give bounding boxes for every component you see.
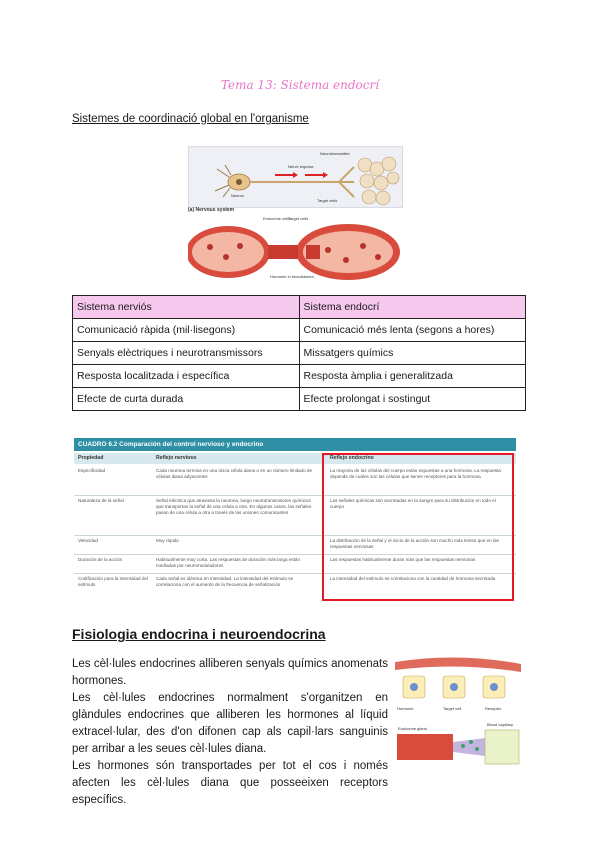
fig1-caption: (a) Nervous system <box>188 207 235 213</box>
figure-cell: Especificidad <box>78 468 106 473</box>
table-cell: Resposta localitzada i específica <box>73 365 300 388</box>
figure-cell: Naturaleza de la señal <box>78 498 124 503</box>
figure-cell: La mayoría de las células del cuerpo están expuestas a una hormona. La respuesta depende de cuáles son las células que tienen receptores para la hormona <box>330 468 501 479</box>
fig2-label: Hormone in bloodstream <box>270 274 314 279</box>
endocrine-system-figure <box>188 212 401 284</box>
hormone-diagram <box>393 654 523 772</box>
highlight-frame <box>322 453 514 601</box>
table-cell: Efecte de curta durada <box>73 388 300 411</box>
blood-vessel-diagram <box>188 212 401 284</box>
fig3-label: Endocrine gland <box>398 726 427 731</box>
hormone-figure <box>393 654 523 772</box>
paragraph: Les cèl·lules endocrines normalment s'organitzen en glàndules endocrines que alliberen les hormones al líquid extracel·lular, des d'on difonen cap als capil·lars sanguinis per arribar a les seues cèl·lules diana. <box>72 692 388 755</box>
neuron-diagram <box>189 147 402 207</box>
table-row <box>73 388 526 411</box>
fig3-label: Target cell <box>443 706 462 711</box>
fig3-label: Blood capillary <box>487 722 514 727</box>
table-row <box>73 365 526 388</box>
figure-cell: Cada neurona termina en una única célula diana o en un número limitado de células diana adyacentes <box>156 468 313 479</box>
figure-cell: La intensidad del estímulo se correlaciona con la cantidad de hormona secretada <box>330 576 496 581</box>
fig1-label: Nerve impulse <box>288 164 314 169</box>
table-row <box>73 342 526 365</box>
fig1-label: Target cells <box>317 198 338 203</box>
section-heading: Fisiologia endocrina i neuroendocrina <box>72 626 326 642</box>
table-row <box>73 319 526 342</box>
table-header-cell: Sistema nerviós <box>73 296 300 319</box>
table-header-row <box>73 296 526 319</box>
table-cell: Efecte prolongat i sostingut <box>299 388 526 411</box>
table-cell: Resposta àmplia i generalitzada <box>299 365 526 388</box>
table-cell: Senyals elèctriques i neurotransmissors <box>73 342 300 365</box>
figure-header: Reflejo nervioso <box>156 455 197 461</box>
table-header-cell: Sistema endocrí <box>299 296 526 319</box>
figure-cell: Duración de la acción <box>78 557 123 562</box>
fig1-label: Neuron <box>231 193 245 198</box>
section-subtitle: Sistemes de coordinació global en l'organisme <box>72 113 309 125</box>
figure-cell: Las respuestas habitualmente duran más que las respuestas nerviosas <box>330 557 476 562</box>
fig2-label: Target cells <box>288 216 309 221</box>
paragraph: Les cèl·lules endocrines alliberen senyals químics anomenats hormones. <box>72 658 388 687</box>
figure-title: CUADRO 6.2 Comparación del control nervioso y endocrino <box>74 438 516 451</box>
comparison-table <box>72 295 526 411</box>
fig2-label: Endocrine cells <box>263 216 291 221</box>
nervous-system-figure <box>188 146 403 208</box>
fig1-label: Neurotransmitter <box>320 151 350 156</box>
figure-cell: Cada señal es idéntica en intensidad. La intensidad del estímulo se correlaciona con el aumento de la frecuencia de señalización <box>156 576 294 587</box>
figure-cell: Habitualmente muy corta. Las respuestas de duración más larga están mediadas por neuromoduladores <box>156 557 301 568</box>
table-cell: Comunicació més lenta (segons a hores) <box>299 319 526 342</box>
table-cell: Missatgers químics <box>299 342 526 365</box>
fig3-label: Receptor <box>485 706 502 711</box>
paragraph: Les hormones són transportades per tot el cos i només afecten les cèl·lules diana que posseeixen receptors específics. <box>72 760 388 806</box>
figure-header: Propiedad <box>78 455 104 461</box>
figure-cell: La distribución de la señal y el inicio de la acción son mucho más lentos que en las respuestas nerviosas <box>330 538 499 549</box>
body-text <box>72 656 388 809</box>
figure-cell: Velocidad <box>78 538 98 543</box>
figure-header: Reflejo endocrino <box>330 455 374 461</box>
comparison-figure <box>74 438 516 604</box>
figure-cell: Las señales químicas son secretadas en la sangre para su distribución en todo el cuerpo <box>330 498 496 509</box>
fig3-label: Hormone <box>397 706 414 711</box>
table-cell: Comunicació ràpida (mil·lisegons) <box>73 319 300 342</box>
figure-cell: Muy rápido <box>156 538 179 543</box>
figure-cell: Codificación para la intensidad del estímulo <box>78 576 148 587</box>
figure-cell: Señal eléctrica que atraviesa la neurona, luego neurotransmisores químicos que transportan la señal de una célula a otra. En algunos casos, las señales pasan de una célula a otra a través de las uniones comunicantes <box>156 498 312 515</box>
page-title: Tema 13: Sistema endocrí <box>220 78 380 92</box>
